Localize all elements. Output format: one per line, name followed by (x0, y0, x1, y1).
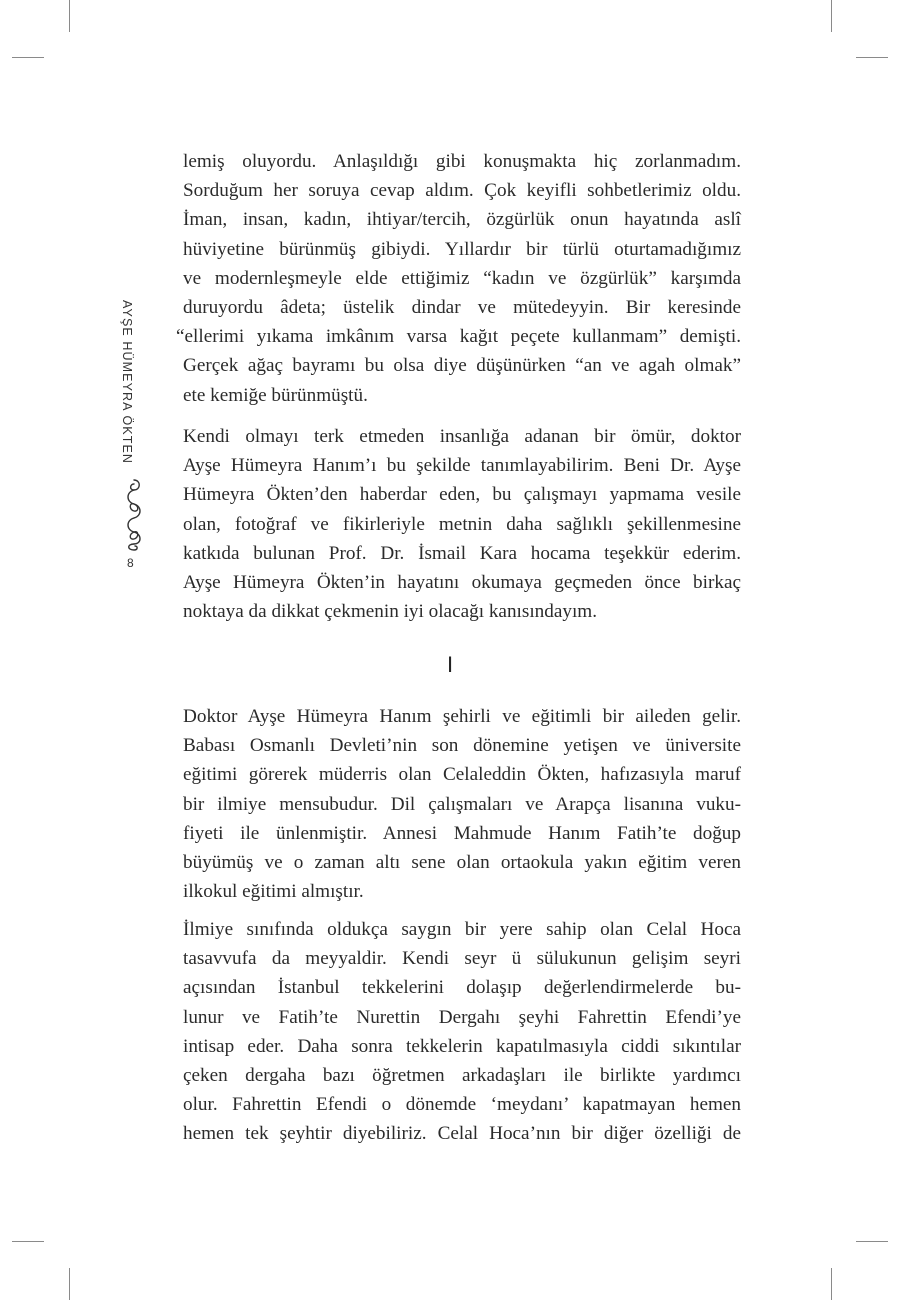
text-line: intisap eder. Daha sonra tekkelerin kapatılmasıyla ciddi sıkıntılar (183, 1035, 741, 1057)
text-line: “ellerimi yıkama imkânım varsa kağıt peçete kullanmam” demişti. (176, 326, 741, 348)
crop-mark (856, 57, 888, 58)
text-line: olur. Fahrettin Efendi o dönemde ‘meydanı’ kapatmayan hemen (183, 1094, 741, 1116)
text-line: büyümüş ve o zaman altı sene olan ortaokula yakın eğitim veren (183, 852, 741, 874)
crop-mark (856, 1241, 888, 1242)
page-number: 8 (127, 556, 134, 570)
text-line: noktaya da dikkat çekmenin iyi olacağı kanısındayım. (183, 601, 598, 623)
text-line: ilkokul eğitimi almıştır. (183, 881, 364, 903)
text-line: katkıda bulunan Prof. Dr. İsmail Kara hocama teşekkür ederim. (183, 542, 741, 564)
running-head (112, 300, 156, 580)
crop-mark (12, 57, 44, 58)
text-line: ete kemiğe bürünmüştü. (183, 384, 368, 406)
text-line: Babası Osmanlı Devleti’nin son dönemine yetişen ve üniversite (183, 735, 741, 757)
text-line: olan, fotoğraf ve fikirleriyle metnin daha sağlıklı şekillenmesine (183, 513, 741, 535)
text-line: bir ilmiye mensubudur. Dil çalışmaları ve Arapça lisanına vuku- (183, 793, 741, 815)
text-line: lemiş oluyordu. Anlaşıldığı gibi konuşmakta hiç zorlanmadım. (183, 151, 741, 172)
crop-mark (831, 1268, 832, 1300)
text-line: çeken dergaha bazı öğretmen arkadaşları ile birlikte yardımcı (183, 1065, 741, 1087)
body-paragraph (176, 147, 741, 410)
author-running-title: AYŞE HÜMEYRA ÖKTEN (120, 300, 134, 465)
text-line: İman, insan, kadın, ihtiyar/tercih, özgürlük onun hayatında aslî (183, 209, 741, 231)
text-line: Ayşe Hümeyra Ökten’in hayatını okumaya geçmeden önce birkaç (183, 572, 741, 594)
body-paragraph (183, 422, 741, 626)
crop-mark (69, 0, 70, 32)
text-line: lunur ve Fatih’te Nurettin Dergahı şeyhi Fahrettin Efendi’ye (183, 1006, 741, 1028)
text-line: İlmiye sınıfında oldukça saygın bir yere sahip olan Celal Hoca (183, 919, 741, 940)
text-line: Doktor Ayşe Hümeyra Hanım şehirli ve eğitimli bir aileden gelir. (183, 706, 741, 727)
text-line: hüviyetine bürünmüş gibiydi. Yıllardır bir türlü oturtamadığımız (183, 238, 741, 260)
text-line: Sorduğum her soruya cevap aldım. Çok keyifli sohbetlerimiz oldu. (183, 180, 741, 202)
section-number: I (446, 652, 454, 677)
text-line: ve modernleşmeyle elde ettiğimiz “kadın ve özgürlük” karşımda (183, 267, 741, 289)
text-line: tasavvufa da meyyaldir. Kendi seyr ü sülukunun gelişim seyri (183, 948, 741, 970)
text-line: eğitimi görerek müderris olan Celaleddin Ökten, hafızasıyla maruf (183, 764, 741, 786)
crop-mark (69, 1268, 70, 1300)
crop-mark (12, 1241, 44, 1242)
text-line: Ayşe Hümeyra Hanım’ı bu şekilde tanımlayabilirim. Beni Dr. Ayşe (183, 455, 741, 477)
text-line: duruyordu âdeta; üstelik dindar ve mütedeyyin. Bir keresinde (183, 297, 741, 319)
body-paragraph (183, 702, 741, 906)
text-line: hemen tek şeyhtir diyebiliriz. Celal Hoca’nın bir diğer özelliği de (183, 1123, 741, 1145)
scroll-ornament-icon (123, 478, 145, 552)
text-line: fiyeti ile ünlenmiştir. Annesi Mahmude Hanım Fatih’te doğup (183, 822, 741, 844)
crop-mark (831, 0, 832, 32)
text-line: açısından İstanbul tekkelerini dolaşıp değerlendirmelerde bu- (183, 977, 741, 999)
body-paragraph (183, 915, 741, 1149)
text-line: Kendi olmayı terk etmeden insanlığa adanan bir ömür, doktor (183, 426, 741, 447)
text-line: Gerçek ağaç bayramı bu olsa diye düşünürken “an ve agah olmak” (183, 355, 741, 377)
text-line: Hümeyra Ökten’den haberdar eden, bu çalışmayı yapmama vesile (183, 484, 741, 506)
